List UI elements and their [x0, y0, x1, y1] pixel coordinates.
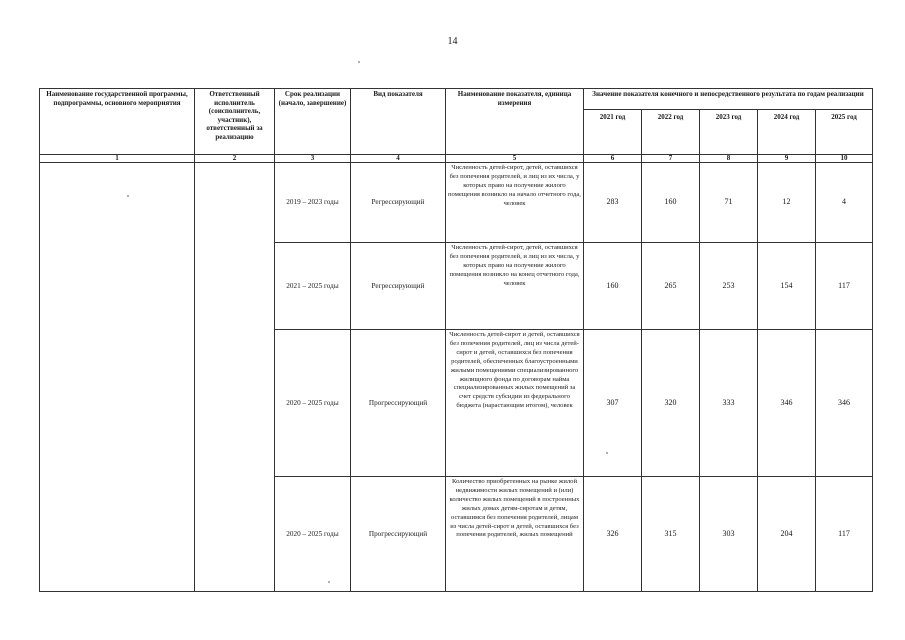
column-numbers-row [40, 155, 873, 163]
value-cell: 253 [700, 243, 758, 330]
column-number: 6 [584, 155, 642, 163]
value-cell: 154 [758, 243, 816, 330]
responsible-cell [195, 163, 275, 592]
header-year: 2021 год [584, 110, 642, 155]
value-cell: 117 [816, 477, 873, 592]
scan-speck [358, 61, 360, 63]
value-cell: 346 [816, 330, 873, 477]
scan-speck [606, 452, 608, 454]
header-row-1 [40, 89, 873, 110]
value-cell: 160 [584, 243, 642, 330]
value-cell: 4 [816, 163, 873, 243]
column-number: 4 [351, 155, 446, 163]
period-cell: 2021 – 2025 годы [275, 243, 351, 330]
header-year: 2024 год [758, 110, 816, 155]
program-name-cell [40, 163, 195, 592]
value-cell: 307 [584, 330, 642, 477]
indicator-type-cell: Регрессирующий [351, 243, 446, 330]
value-cell: 326 [584, 477, 642, 592]
table-row [40, 163, 873, 243]
header-indicator-type: Вид показателя [351, 89, 446, 155]
header-period: Срок реализации (начало, завершение) [275, 89, 351, 155]
column-number: 10 [816, 155, 873, 163]
header-year: 2023 год [700, 110, 758, 155]
indicator-name-cell: Численность детей-сирот, детей, оставшихся без попечения родителей, и лиц из их числа, у которых право на получение жилого помещения возникло на конец отчетного года, человек [446, 243, 584, 330]
value-cell: 283 [584, 163, 642, 243]
value-cell: 12 [758, 163, 816, 243]
header-year: 2025 год [816, 110, 873, 155]
value-cell: 346 [758, 330, 816, 477]
value-cell: 204 [758, 477, 816, 592]
page-number: 14 [447, 36, 458, 47]
scan-speck [328, 581, 330, 583]
value-cell: 117 [816, 243, 873, 330]
header-year: 2022 год [642, 110, 700, 155]
indicator-type-cell: Прогрессирующий [351, 477, 446, 592]
column-number: 8 [700, 155, 758, 163]
header-values-group: Значение показателя конечного и непосредственного результата по годам реализации [584, 89, 873, 110]
column-number: 9 [758, 155, 816, 163]
value-cell: 303 [700, 477, 758, 592]
header-indicator-name: Наименование показателя, единица измерения [446, 89, 584, 155]
value-cell: 315 [642, 477, 700, 592]
indicators-table [39, 88, 873, 592]
value-cell: 320 [642, 330, 700, 477]
header-responsible: Ответственный исполнитель (соисполнитель, участник), ответственный за реализацию [195, 89, 275, 155]
indicator-name-cell: Численность детей-сирот, детей, оставшихся без попечения родителей, и лиц из их числа, у которых право на получение жилого помещения возникло на начало отчетного года, человек [446, 163, 584, 243]
value-cell: 265 [642, 243, 700, 330]
period-cell: 2019 – 2023 годы [275, 163, 351, 243]
scan-speck [127, 195, 129, 197]
header-program-name: Наименование государственной программы, подпрограммы, основного мероприятия [40, 89, 195, 155]
value-cell: 160 [642, 163, 700, 243]
column-number: 1 [40, 155, 195, 163]
column-number: 3 [275, 155, 351, 163]
indicator-type-cell: Прогрессирующий [351, 330, 446, 477]
value-cell: 71 [700, 163, 758, 243]
value-cell: 333 [700, 330, 758, 477]
column-number: 7 [642, 155, 700, 163]
period-cell: 2020 – 2025 годы [275, 477, 351, 592]
indicator-type-cell: Регрессирующий [351, 163, 446, 243]
indicator-name-cell: Численность детей-сирот и детей, оставшихся без попечения родителей, лиц из числа детей-сирот и детей, оставшихся без попечения родителей, обеспеченных благоустроенными жилыми помещениями специализированного жилищного фонда по договорам найма специализированных жилых помещений за счет средств субсидии из федерального бюджета (нарастающим итогом), человек [446, 330, 584, 477]
period-cell: 2020 – 2025 годы [275, 330, 351, 477]
column-number: 5 [446, 155, 584, 163]
column-number: 2 [195, 155, 275, 163]
indicator-name-cell: Количество приобретенных на рынке жилой недвижимости жилых помещений и (или) количество жилых помещений в построенных жилых домах детям-сиротам и детям, оставшимся без попечения родителей, лицам из числа детей-сирот и детей, оставшихся без попечения родителей, жилых помещений [446, 477, 584, 592]
